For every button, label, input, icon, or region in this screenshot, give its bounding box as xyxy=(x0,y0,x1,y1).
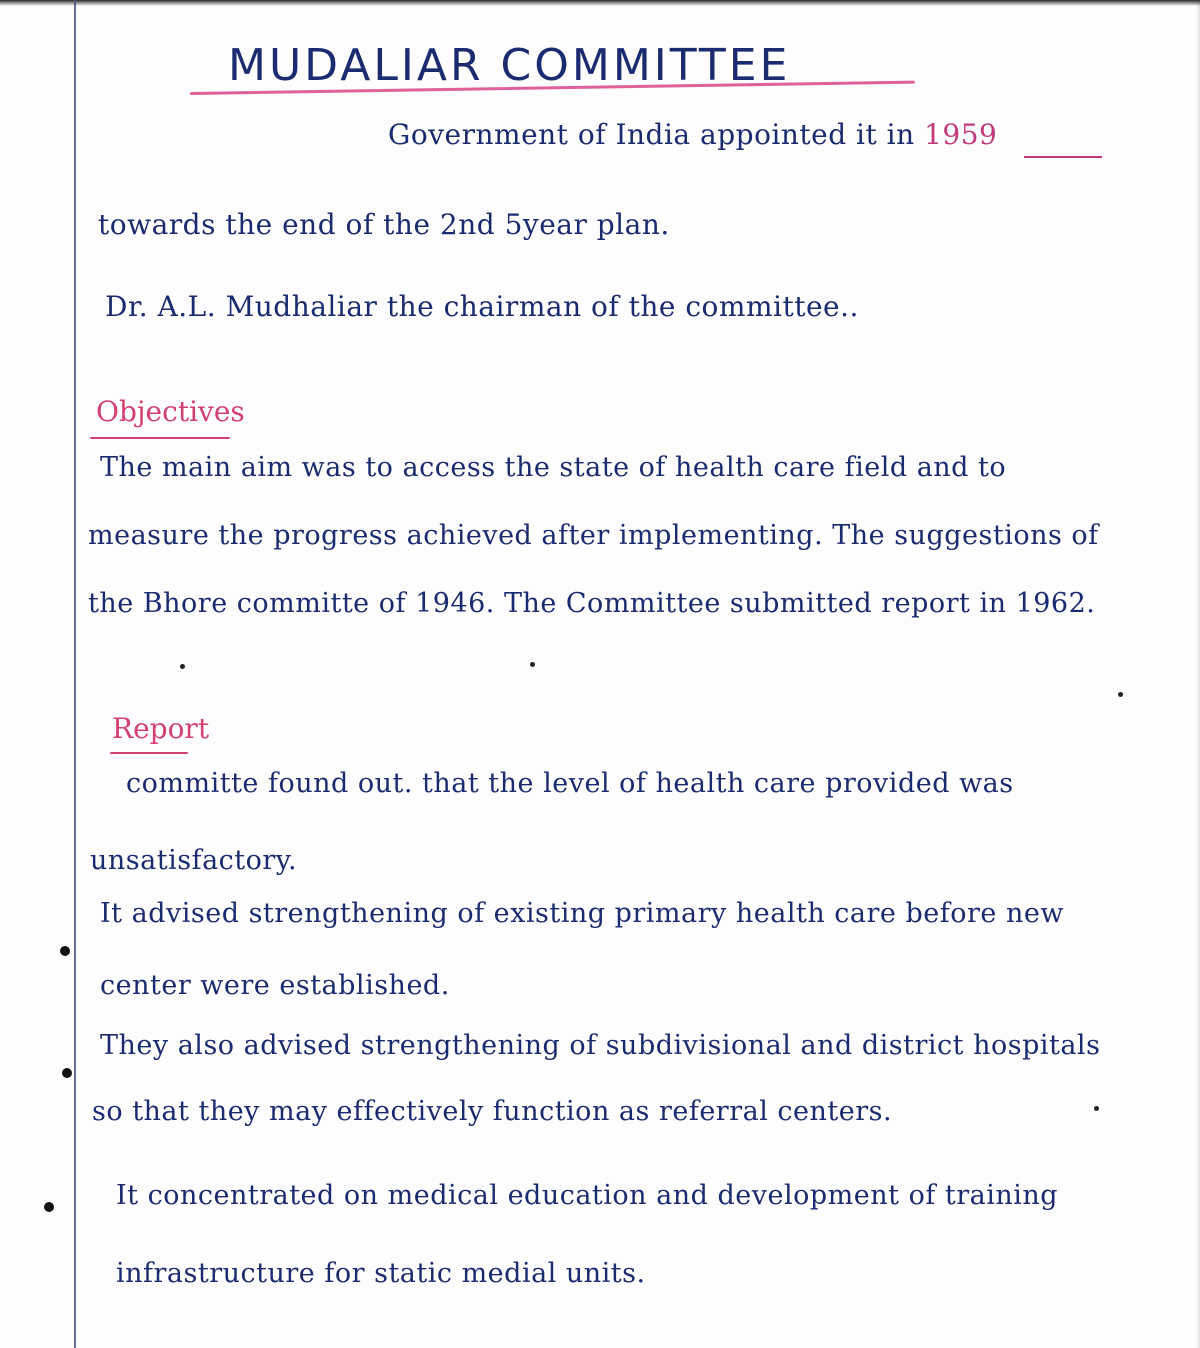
stray-dot xyxy=(1094,1106,1099,1111)
point-2-line-2: so that they may effectively function as referral centers. xyxy=(92,1096,893,1127)
point-3-line-2: infrastructure for static medial units. xyxy=(116,1258,646,1289)
stray-dot xyxy=(530,662,535,667)
bullet-icon xyxy=(62,1068,72,1078)
objectives-line-2: measure the progress achieved after implementing. The suggestions of xyxy=(88,520,1099,551)
intro-line-2: towards the end of the 2nd 5year plan. xyxy=(98,208,670,241)
intro-text: Government of India appointed it in xyxy=(388,118,915,151)
intro-line-3: Dr. A.L. Mudhaliar the chairman of the committee.. xyxy=(105,290,859,323)
objectives-line-1: The main aim was to access the state of health care field and to xyxy=(100,452,1007,483)
point-1-line-1: It advised strengthening of existing primary health care before new xyxy=(100,898,1064,929)
report-heading: Report xyxy=(112,712,210,745)
page-right-edge xyxy=(1196,0,1200,1348)
intro-year: 1959 xyxy=(924,118,998,151)
point-2-line-1: They also advised strengthening of subdivisional and district hospitals xyxy=(100,1030,1101,1061)
point-1-line-2: center were established. xyxy=(100,970,450,1001)
objectives-underline xyxy=(90,437,230,439)
stray-dot xyxy=(1118,692,1123,697)
report-line-1: committe found out. that the level of health care provided was xyxy=(126,768,1014,799)
objectives-heading: Objectives xyxy=(96,395,245,428)
page-title: MUDALIAR COMMITTEE xyxy=(228,40,791,91)
bullet-icon xyxy=(60,946,70,956)
page-top-edge xyxy=(0,0,1200,6)
stray-dot xyxy=(180,664,185,669)
intro-line-1 xyxy=(388,118,997,151)
report-underline xyxy=(110,752,188,754)
bullet-icon xyxy=(44,1202,54,1212)
margin-line xyxy=(74,0,76,1348)
year-underline xyxy=(1024,156,1102,158)
report-line-2: unsatisfactory. xyxy=(90,845,298,876)
objectives-line-3: the Bhore committe of 1946. The Committee submitted report in 1962. xyxy=(88,588,1096,619)
point-3-line-1: It concentrated on medical education and development of training xyxy=(116,1180,1059,1211)
